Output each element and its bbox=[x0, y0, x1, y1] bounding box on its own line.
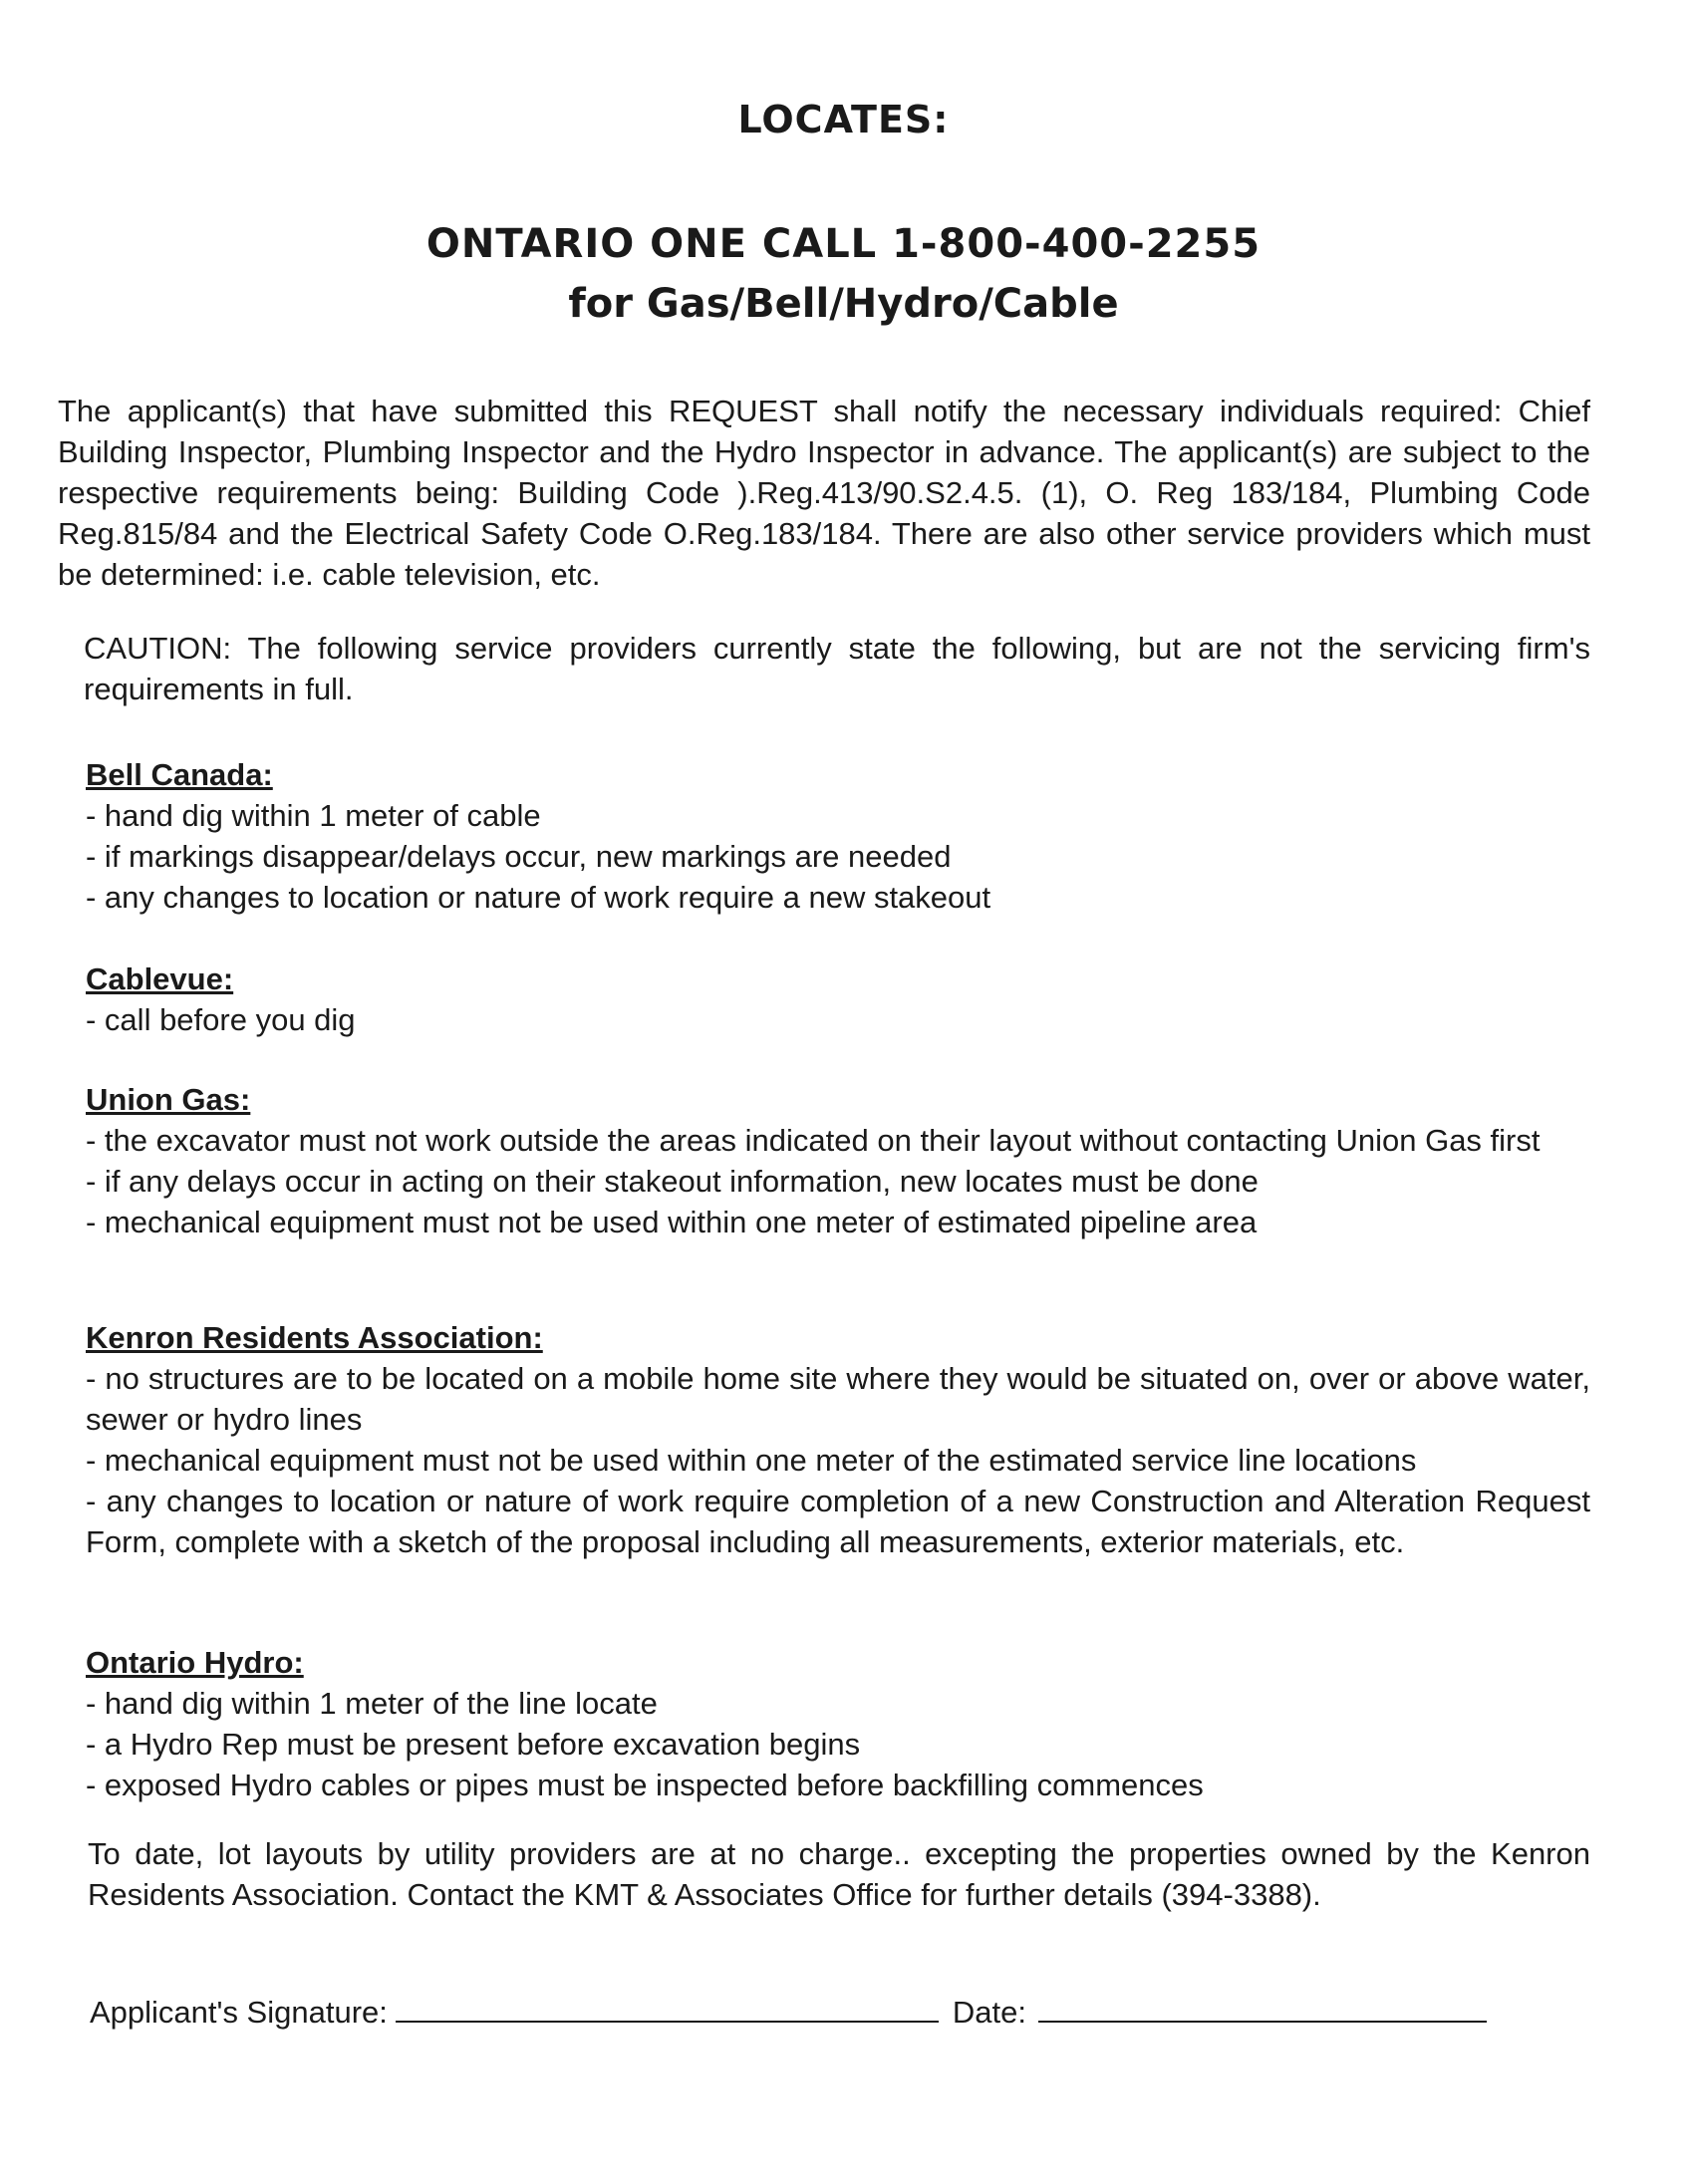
section-bell-canada bbox=[86, 754, 1590, 918]
date-label: Date: bbox=[952, 1995, 1026, 2030]
list-item: - hand dig within 1 meter of cable bbox=[86, 798, 541, 833]
applicant-signature-label: Applicant's Signature: bbox=[90, 1995, 388, 2030]
list-item: - a Hydro Rep must be present before excavation begins bbox=[86, 1727, 861, 1762]
list-item: - any changes to location or nature of work require completion of a new Construction and Alteration Request Form, complete with a sketch of the proposal including all measurements, exterior materials, etc. bbox=[86, 1484, 1590, 1559]
caution-paragraph: CAUTION: The following service providers currently state the following, but are not the servicing firm's requirements in full. bbox=[84, 631, 1590, 706]
list-item: - exposed Hydro cables or pipes must be inspected before backfilling commences bbox=[86, 1768, 1204, 1802]
list-item: - if markings disappear/delays occur, new markings are needed bbox=[86, 839, 952, 874]
section-heading: Ontario Hydro: bbox=[86, 1645, 304, 1680]
list-item: - no structures are to be located on a mobile home site where they would be situated on, over or above water, sewer or hydro lines bbox=[86, 1361, 1590, 1437]
services-line: for Gas/Bell/Hydro/Cable bbox=[568, 281, 1119, 327]
list-item: - mechanical equipment must not be used within one meter of the estimated service line locations bbox=[86, 1443, 1417, 1478]
list-item: - hand dig within 1 meter of the line locate bbox=[86, 1686, 658, 1721]
list-item: - any changes to location or nature of work require a new stakeout bbox=[86, 880, 991, 915]
list-item: - call before you dig bbox=[86, 1002, 356, 1037]
page-title: LOCATES: bbox=[737, 98, 950, 141]
date-line[interactable] bbox=[1038, 1991, 1487, 2023]
list-item: - the excavator must not work outside the areas indicated on their layout without contacting Union Gas first bbox=[86, 1123, 1541, 1158]
list-item: - mechanical equipment must not be used within one meter of estimated pipeline area bbox=[86, 1205, 1258, 1239]
section-heading: Bell Canada: bbox=[86, 757, 273, 792]
applicant-signature-line[interactable] bbox=[396, 1991, 939, 2023]
signature-row bbox=[90, 1991, 1564, 2033]
section-heading: Kenron Residents Association: bbox=[86, 1320, 543, 1355]
section-ontario-hydro bbox=[86, 1642, 1590, 1805]
section-union-gas bbox=[86, 1079, 1590, 1242]
intro-paragraph: The applicant(s) that have submitted this REQUEST shall notify the necessary individuals required: Chief Building Inspector, Plumbing Inspector and the Hydro Inspector in advance. The applicant(s) are subject to the respective requirements being: Building Code ).Reg.413/90.S2.4.5. (1), O. Reg 183/184, Plumbing Code Reg.815/84 and the Electrical Safety Code O.Reg.183/184. There are also other service providers which must be determined: i.e. cable television, etc. bbox=[58, 394, 1590, 592]
closing-paragraph: To date, lot layouts by utility providers are at no charge.. excepting the properties owned by the Kenron Residents Association. Contact the KMT & Associates Office for further details (394-3388). bbox=[88, 1836, 1590, 1912]
one-call-number: ONTARIO ONE CALL 1-800-400-2255 bbox=[425, 221, 1262, 267]
list-item: - if any delays occur in acting on their stakeout information, new locates must be done bbox=[86, 1164, 1259, 1199]
section-heading: Cablevue: bbox=[86, 961, 234, 996]
section-heading: Union Gas: bbox=[86, 1082, 251, 1117]
section-cablevue bbox=[86, 958, 1590, 1040]
section-kenron-residents bbox=[86, 1317, 1590, 1562]
